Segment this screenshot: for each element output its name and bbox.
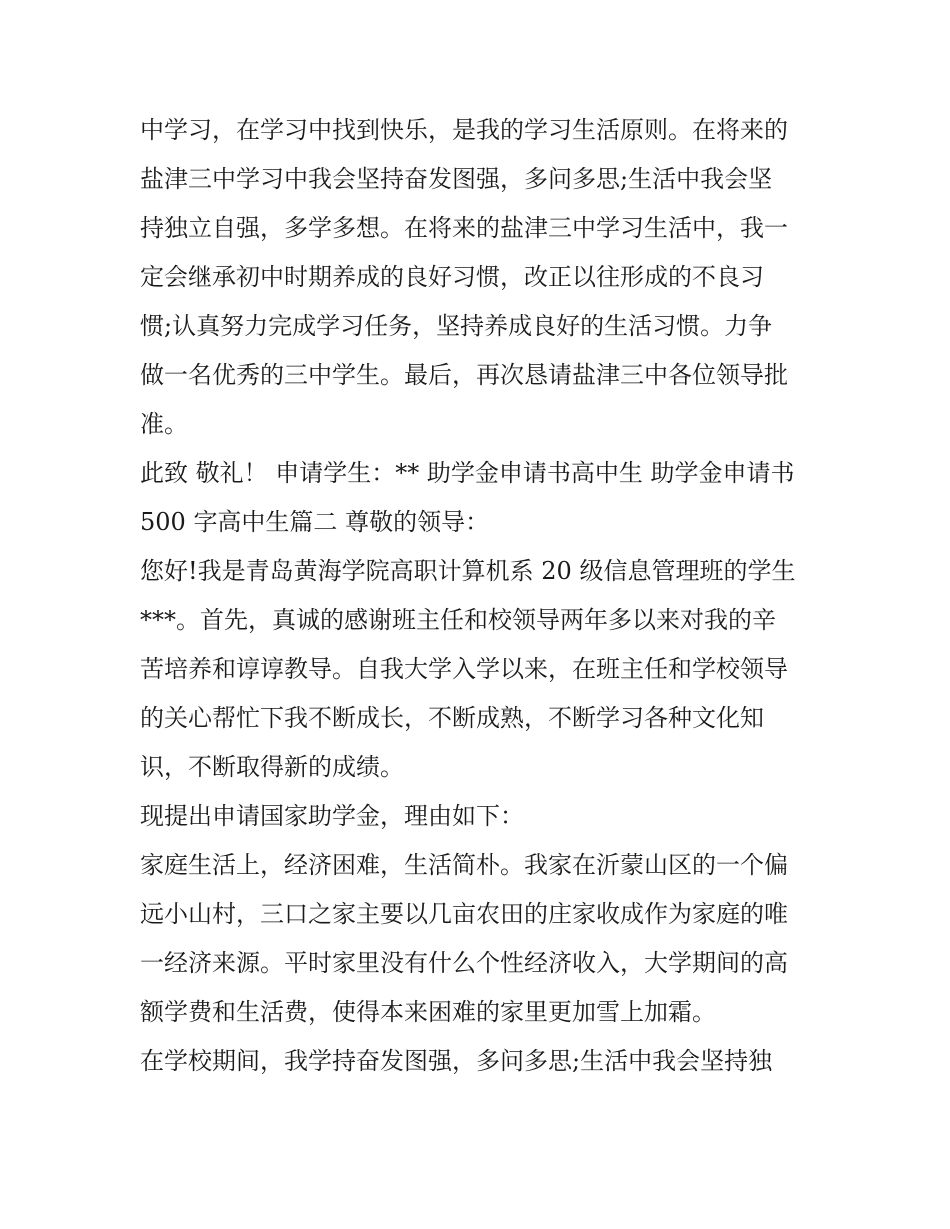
document-body: [140, 106, 820, 1086]
text-line: 在学校期间，我学持奋发图强，多问多思;生活中我会坚持独: [140, 1047, 773, 1075]
text-line: 现提出申请国家助学金，理由如下：: [140, 802, 524, 830]
text-line: 此致 敬礼！ 申请学生：** 助学金申请书高中生 助学金申请书: [140, 459, 795, 487]
text-line: 额学费和生活费，使得本来困难的家里更加雪上加霜。: [140, 998, 716, 1026]
text-line: 苦培养和谆谆教导。自我大学入学以来，在班主任和学校领导: [140, 655, 788, 683]
text-line: 定会继承初中时期养成的良好习惯，改正以往形成的不良习: [140, 263, 764, 291]
text-line: 惯;认真努力完成学习任务，坚持养成良好的生活习惯。力争: [140, 312, 773, 340]
text-line: 您好!我是青岛黄海学院高职计算机系 20 级信息管理班的学生: [140, 557, 796, 585]
text-line: 识，不断取得新的成绩。: [140, 753, 404, 781]
text-line: 准。: [140, 410, 188, 438]
text-line: 中学习，在学习中找到快乐，是我的学习生活原则。在将来的: [140, 116, 788, 144]
text-line: 的关心帮忙下我不断成长，不断成熟，不断学习各种文化知: [140, 704, 764, 732]
text-line: 家庭生活上，经济困难，生活简朴。我家在沂蒙山区的一个偏: [140, 851, 788, 879]
text-line: 做一名优秀的三中学生。最后，再次恳请盐津三中各位领导批: [140, 361, 788, 389]
text-line: 远小山村，三口之家主要以几亩农田的庄家收成作为家庭的唯: [140, 900, 788, 928]
text-line: ***。首先，真诚的感谢班主任和校领导两年多以来对我的辛: [140, 606, 776, 634]
text-line: 持独立自强，多学多想。在将来的盐津三中学习生活中，我一: [140, 214, 788, 242]
text-line: 一经济来源。平时家里没有什么个性经济收入，大学期间的高: [140, 949, 788, 977]
text-line: 500 字高中生篇二 尊敬的领导：: [140, 508, 490, 536]
text-line: 盐津三中学习中我会坚持奋发图强，多问多思;生活中我会坚: [140, 165, 773, 193]
